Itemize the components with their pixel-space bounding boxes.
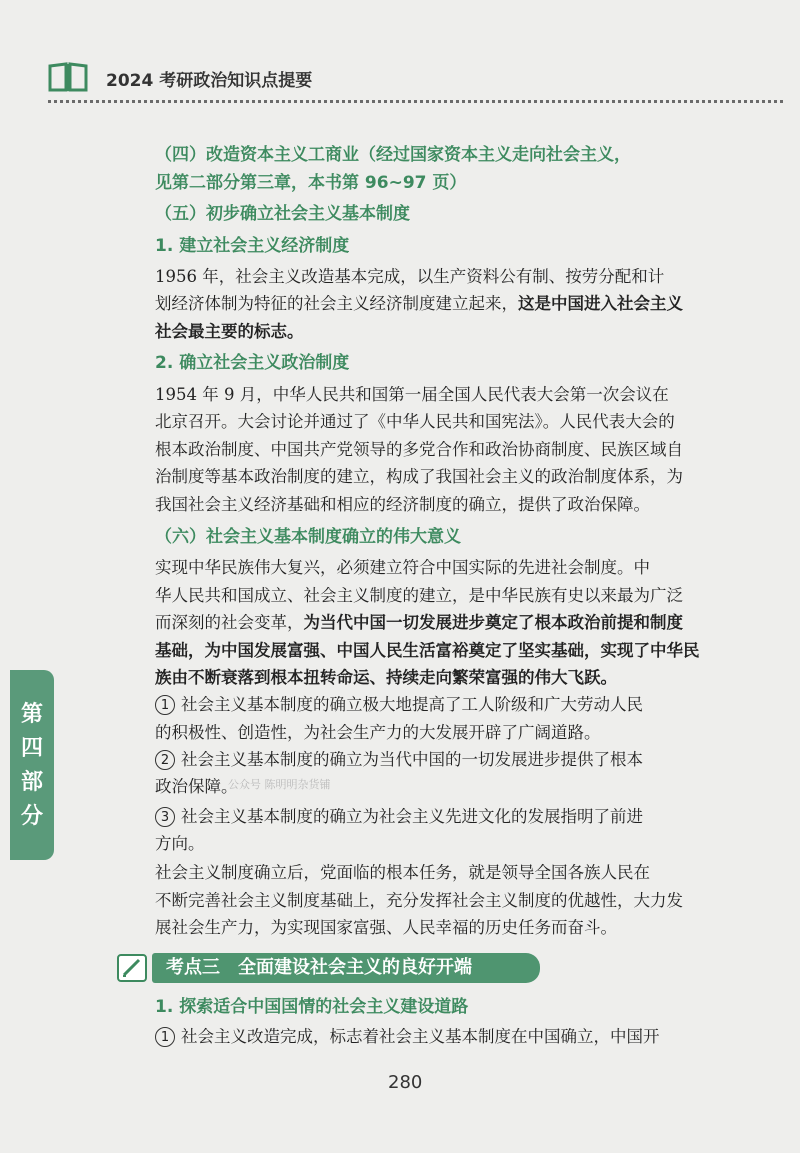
- watermark: 公众号 陈明明杂货铺: [228, 778, 331, 791]
- paragraph-line: 基础，为中国发展富强、中国人民生活富裕奠定了坚实基础，实现了中华民: [155, 641, 700, 660]
- open-book-icon: [48, 62, 88, 92]
- heading-6: （六）社会主义基本制度确立的伟大意义: [155, 527, 461, 547]
- paragraph-line: 根本政治制度、中国共产党领导的多党合作和政治协商制度、民族区域自: [155, 440, 683, 459]
- paragraph-line: 的积极性、创造性，为社会生产力的大发展开辟了广阔道路。: [155, 723, 601, 742]
- header-divider: [48, 100, 783, 103]
- heading-5: （五）初步确立社会主义基本制度: [155, 204, 410, 224]
- list-item-3: 3 社会主义基本制度的确立为社会主义先进文化的发展指明了前进: [155, 803, 715, 831]
- paragraph-line: 方向。: [155, 834, 205, 853]
- circled-number: 2: [155, 750, 175, 770]
- heading-4-cont: 见第二部分第三章，本书第 96~97 页）: [155, 173, 467, 193]
- heading-4: （四）改造资本主义工商业（经过国家资本主义走向社会主义，: [155, 145, 631, 165]
- circled-number: 1: [155, 1027, 175, 1047]
- key-point-banner: 考点三 全面建设社会主义的良好开端: [152, 953, 540, 983]
- paragraph-line: 不断完善社会主义制度基础上，充分发挥社会主义制度的优越性，大力发: [155, 891, 683, 910]
- list-item-1: 1 社会主义基本制度的确立极大地提高了工人阶级和广大劳动人民: [155, 691, 715, 719]
- paragraph-line: 1956 年，社会主义改造基本完成，以生产资料公有制、按劳分配和计: [155, 267, 665, 286]
- circled-number: 3: [155, 807, 175, 827]
- list-item-explore-1: 1 社会主义改造完成，标志着社会主义基本制度在中国确立，中国开: [155, 1023, 715, 1051]
- paragraph-line: 社会最主要的标志。: [155, 322, 304, 341]
- paragraph-line: 族由不断衰落到根本扭转命运、持续走向繁荣富强的伟大飞跃。: [155, 668, 617, 687]
- section-side-tab: [10, 670, 54, 860]
- side-tab-label: 第四部分: [20, 702, 43, 829]
- paragraph-line: 北京召开。大会讨论并通过了《中华人民共和国宪法》。人民代表大会的: [155, 412, 675, 431]
- paragraph-line: 治制度等基本政治制度的建立，构成了我国社会主义的政治制度体系，为: [155, 467, 683, 486]
- paragraph-line: 政治保障。: [155, 777, 238, 796]
- subheading-1: 1. 建立社会主义经济制度: [155, 236, 350, 256]
- subheading-2: 2. 确立社会主义政治制度: [155, 353, 350, 373]
- paragraph-line: 社会主义制度确立后，党面临的根本任务，就是领导全国各族人民在: [155, 863, 650, 882]
- paragraph-line: 我国社会主义经济基础和相应的经济制度的确立，提供了政治保障。: [155, 495, 650, 514]
- page-number: 280: [388, 1072, 423, 1093]
- paragraph-line: 划经济体制为特征的社会主义经济制度建立起来，这是中国进入社会主义: [155, 294, 683, 313]
- paragraph-line: 展社会生产力，为实现国家富强、人民幸福的历史任务而奋斗。: [155, 918, 617, 937]
- page-header: [48, 58, 778, 98]
- circled-number: 1: [155, 695, 175, 715]
- paragraph-line: 华人民共和国成立、社会主义制度的建立，是中华民族有史以来最为广泛: [155, 586, 683, 605]
- paragraph-line: 实现中华民族伟大复兴，必须建立符合中国实际的先进社会制度。中: [155, 558, 650, 577]
- list-item-2: 2 社会主义基本制度的确立为当代中国的一切发展进步提供了根本: [155, 746, 715, 774]
- paragraph-line: 而深刻的社会变革，为当代中国一切发展进步奠定了根本政治前提和制度: [155, 613, 683, 632]
- subheading-explore: 1. 探索适合中国国情的社会主义建设道路: [155, 997, 469, 1017]
- pencil-note-icon: [117, 954, 147, 982]
- header-title: 2024 考研政治知识点提要: [106, 71, 313, 91]
- paragraph-line: 1954 年 9 月，中华人民共和国第一届全国人民代表大会第一次会议在: [155, 385, 669, 404]
